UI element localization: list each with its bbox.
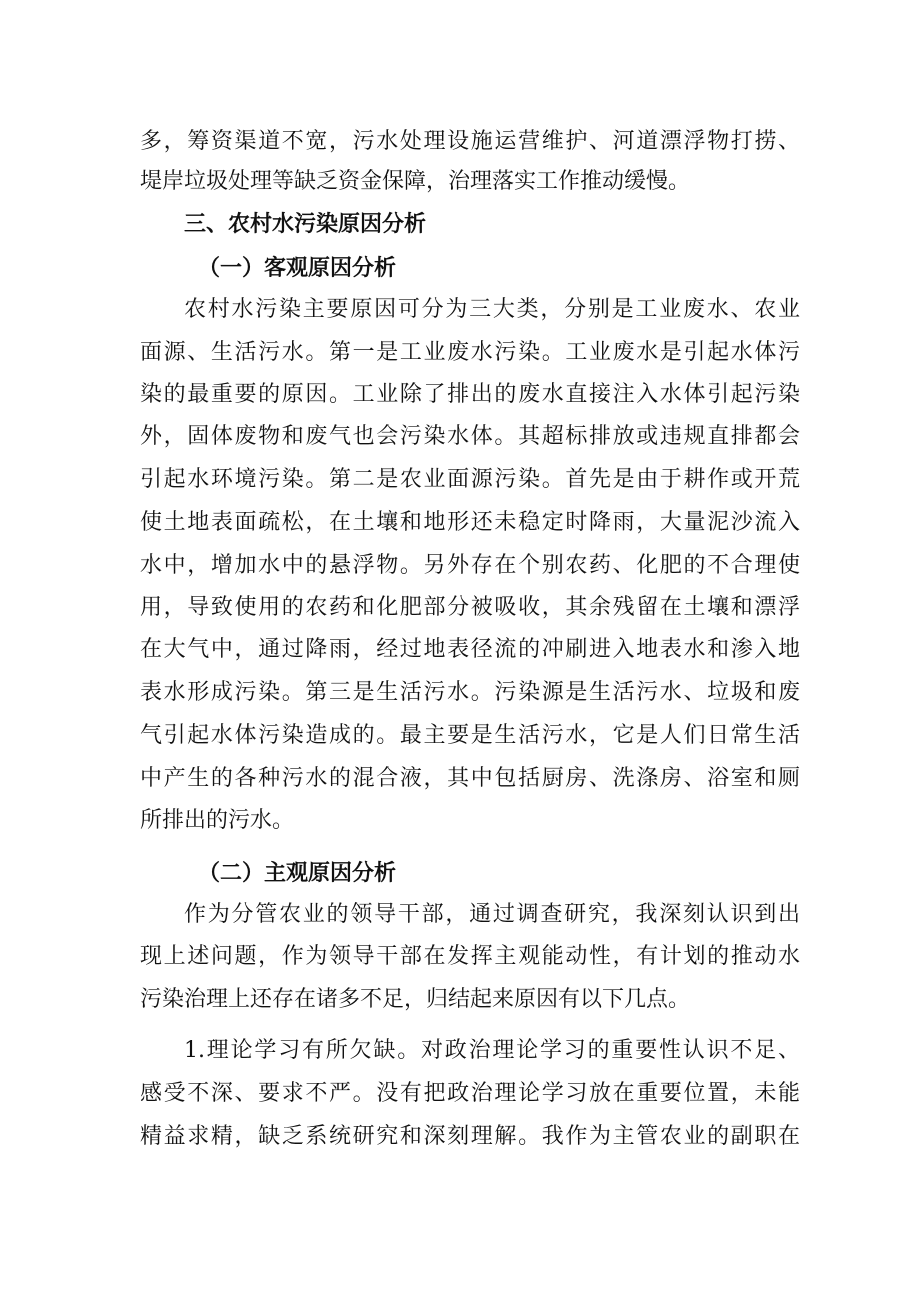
body-text-line: 外，固体废物和废气也会污染水体。其超标排放或违规直排都会 [140,424,800,449]
body-text-line: 使土地表面疏松，在土壤和地形还未稳定时降雨，大量泥沙流入 [140,510,800,535]
body-text-line: 多，筹资渠道不宽，污水处理设施运营维护、河道漂浮物打捞、 [140,129,800,154]
body-text-line: 在大气中，通过降雨，经过地表径流的冲刷进入地表水和渗入地 [140,637,800,662]
body-text-line: 堤岸垃圾处理等缺乏资金保障，治理落实工作推动缓慢。 [140,169,691,194]
body-text-line: 水中，增加水中的悬浮物。另外存在个别农药、化肥的不合理使 [140,553,800,578]
body-text-line: 气引起水体污染造成的。最主要是生活污水，它是人们日常生活 [140,723,800,748]
body-text-line: 感受不深、要求不严。没有把政治理论学习放在重要位置，未能 [140,1081,800,1106]
section-heading: 三、农村水污染原因分析 [184,211,427,237]
body-text-line: 精益求精，缺乏系统研究和深刻理解。我作为主管农业的副职在 [140,1124,800,1149]
body-text-line: 面源、生活污水。第一是工业废水污染。工业废水是引起水体污 [140,340,800,365]
body-text-line: 作为分管农业的领导干部，通过调查研究，我深刻认识到出 [184,902,800,927]
body-text-line: 染的最重要的原因。工业除了排出的废水直接注入水体引起污染 [140,382,800,407]
subsection-heading: （一）客观原因分析 [198,255,397,281]
body-text-line: 现上述问题，作为领导干部在发挥主观能动性，有计划的推动水 [140,944,800,969]
body-text-line: 所排出的污水。 [140,808,295,833]
body-text-line: 污染治理上还存在诸多不足，归结起来原因有以下几点。 [140,987,691,1012]
body-text-line: 中产生的各种污水的混合液，其中包括厨房、洗涤房、浴室和厕 [140,766,800,791]
body-text-line: 引起水环境污染。第二是农业面源污染。首先是由于耕作或开荒 [140,467,800,492]
body-text-line: 农村水污染主要原因可分为三大类，分别是工业废水、农业 [184,297,800,322]
body-text-line: 用，导致使用的农药和化肥部分被吸收，其余残留在土壤和漂浮 [140,595,800,620]
body-text-line: 表水形成污染。第三是生活污水。污染源是生活污水、垃圾和废 [140,680,800,705]
body-text-line: 1.理论学习有所欠缺。对政治理论学习的重要性认识不足、 [184,1038,800,1063]
subsection-heading: （二）主观原因分析 [198,860,397,886]
